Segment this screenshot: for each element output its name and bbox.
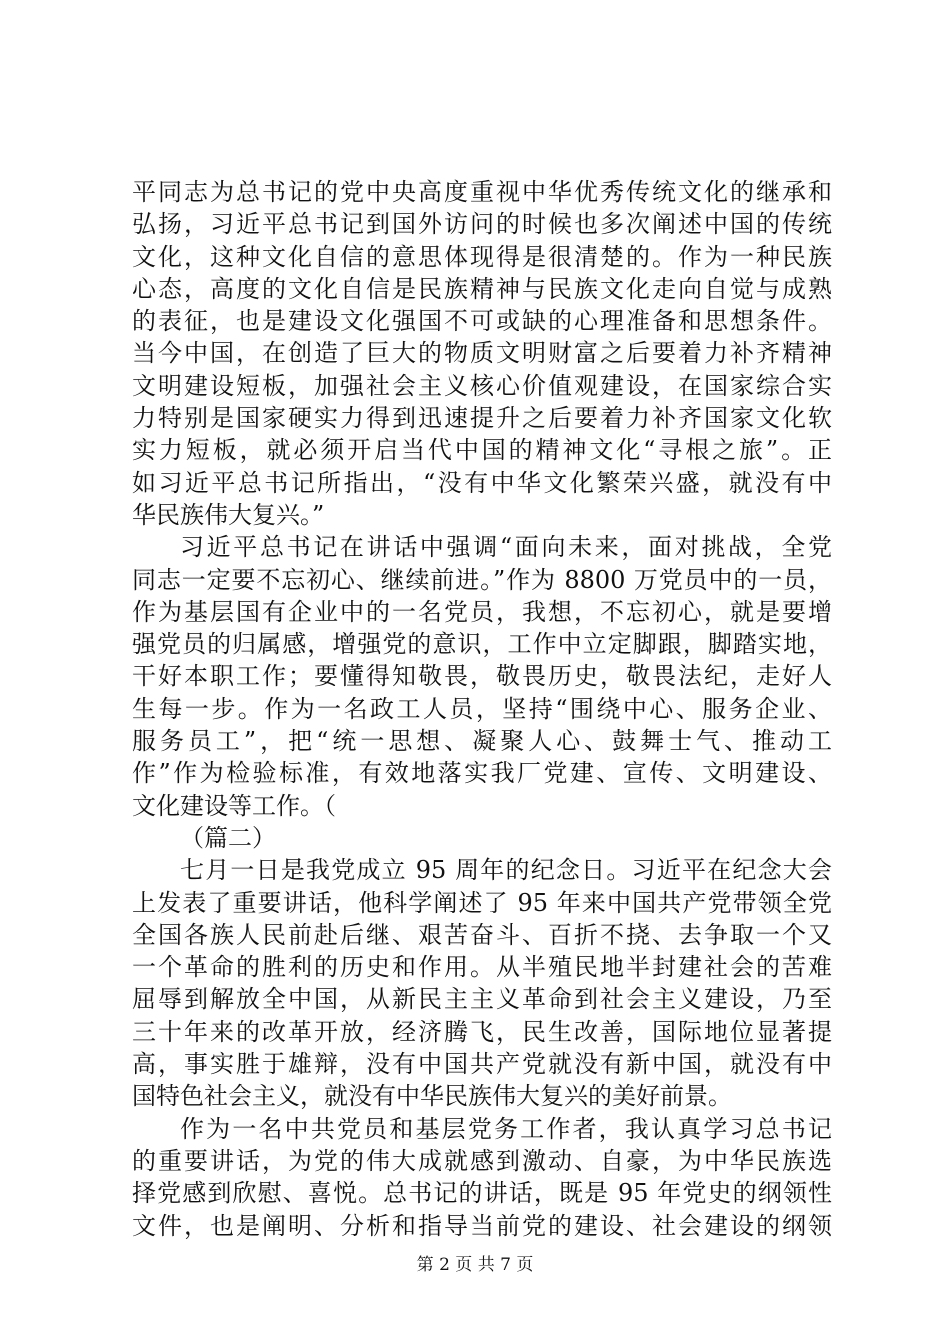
text-line: 华民族伟大复兴。”	[132, 500, 325, 529]
text-line: 三十年来的改革开放，经济腾飞，民生改善，国际地位显著提	[132, 1017, 832, 1046]
page-number-footer: 第 2 页 共 7 页	[416, 1255, 534, 1275]
text-line: 当今中国，在创造了巨大的物质文明财富之后要着力补齐精神	[132, 339, 832, 368]
text-line: 作为基层国有企业中的一名党员，我想，不忘初心，就是要增	[132, 597, 832, 626]
text-line: 服务员工”，把“统一思想、凝聚人心、鼓舞士气、推动工	[132, 727, 832, 756]
text-line: 干好本职工作；要懂得知敬畏，敬畏历史，敬畏法纪，走好人	[132, 662, 832, 691]
text-line: 习近平总书记在讲话中强调“面向未来，面对挑战，全党	[180, 533, 832, 562]
text-line: 的表征，也是建设文化强国不可或缺的心理准备和思想条件。	[132, 307, 832, 336]
text-line: 同志一定要不忘初心、继续前进。”作为 8800 万党员中的一员，	[132, 565, 832, 594]
text-line: 生每一步。作为一名政工人员，坚持“围绕中心、服务企业、	[132, 694, 832, 723]
text-line: 文化建设等工作。（	[132, 791, 336, 820]
text-line: 如习近平总书记所指出，“没有中华文化繁荣兴盛，就没有中	[132, 468, 832, 497]
text-line: 七月一日是我党成立 95 周年的纪念日。习近平在纪念大会	[180, 856, 832, 885]
body-text	[132, 176, 832, 1242]
text-line: 全国各族人民前赴后继、艰苦奋斗、百折不挠、去争取一个又	[132, 920, 832, 949]
text-line: 屈辱到解放全中国，从新民主主义革命到社会主义建设，乃至	[132, 985, 832, 1014]
text-line: 上发表了重要讲话，他科学阐述了 95 年来中国共产党带领全党	[132, 888, 832, 917]
text-line: 作”作为检验标准，有效地落实我厂党建、宣传、文明建设、	[132, 759, 832, 788]
text-line: 高，事实胜于雄辩，没有中国共产党就没有新中国，就没有中	[132, 1050, 832, 1079]
text-line: 弘扬，习近平总书记到国外访问的时候也多次阐述中国的传统	[132, 210, 832, 239]
text-line: 实力短板，就必须开启当代中国的精神文化“寻根之旅”。正	[132, 436, 832, 465]
text-line: 文件，也是阐明、分析和指导当前党的建设、社会建设的纲领	[132, 1211, 832, 1240]
text-line: 的重要讲话，为党的伟大成就感到激动、自豪，为中华民族选	[132, 1146, 832, 1175]
text-line: 平同志为总书记的党中央高度重视中华优秀传统文化的继承和	[132, 178, 832, 206]
text-line: 力特别是国家硬实力得到迅速提升之后要着力补齐国家文化软	[132, 404, 832, 433]
text-line: 一个革命的胜利的历史和作用。从半殖民地半封建社会的苦难	[132, 953, 832, 982]
text-line: 强党员的归属感，增强党的意识，工作中立定脚跟，脚踏实地，	[132, 630, 832, 659]
text-line: 心态，高度的文化自信是民族精神与民族文化走向自觉与成熟	[132, 274, 832, 303]
text-line: 作为一名中共党员和基层党务工作者，我认真学习总书记	[180, 1114, 832, 1143]
text-line: 择党感到欣慰、喜悦。总书记的讲话，既是 95 年党史的纲领性	[132, 1179, 832, 1208]
text-line: 文明建设短板，加强社会主义核心价值观建设，在国家综合实	[132, 371, 832, 400]
section-heading: （篇二）	[180, 823, 276, 852]
text-line: 国特色社会主义，就没有中华民族伟大复兴的美好前景。	[132, 1082, 732, 1111]
text-line: 文化，这种文化自信的意思体现得是很清楚的。作为一种民族	[132, 242, 832, 271]
